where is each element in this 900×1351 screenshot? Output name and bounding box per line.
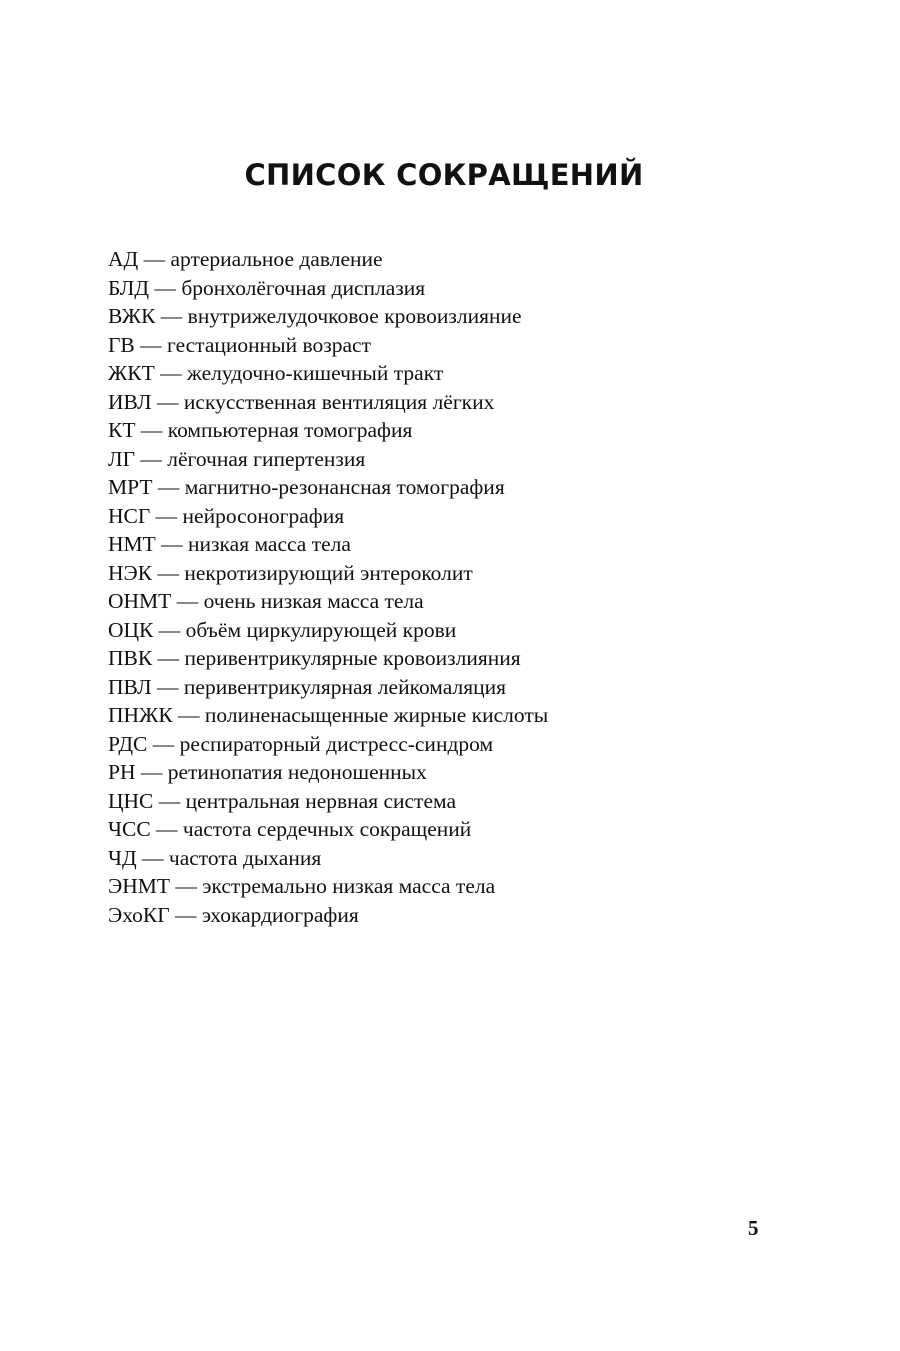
abbreviation-entry bbox=[108, 787, 548, 816]
em-dash-separator: — bbox=[172, 703, 205, 727]
abbreviation-term: ЭНМТ bbox=[108, 874, 170, 898]
abbreviation-term: ПВЛ bbox=[108, 674, 152, 699]
abbreviation-entry bbox=[108, 274, 548, 303]
abbreviation-entry bbox=[108, 416, 548, 445]
em-dash-separator: — bbox=[151, 674, 184, 699]
abbreviation-meaning: бронхолёгочная дисплазия bbox=[181, 275, 426, 300]
abbreviation-meaning: перивентрикулярная лейкомаляция bbox=[183, 674, 506, 699]
abbreviation-term: ЦНС bbox=[108, 788, 154, 813]
em-dash-separator: — bbox=[154, 361, 187, 385]
em-dash-separator: — bbox=[149, 275, 182, 300]
abbreviation-entry bbox=[108, 302, 548, 331]
abbreviation-meaning: экстремально низкая масса тела bbox=[202, 874, 496, 898]
abbreviation-meaning: очень низкая масса тела bbox=[203, 589, 424, 613]
abbreviation-entry bbox=[108, 901, 548, 930]
page-title: СПИСОК СОКРАЩЕНИЙ bbox=[244, 158, 644, 192]
em-dash-separator: — bbox=[169, 902, 202, 927]
abbreviation-meaning: внутрижелудочковое кровоизлияние bbox=[187, 304, 522, 328]
abbreviation-meaning: артериальное давление bbox=[170, 247, 383, 271]
abbreviation-meaning: низкая масса тела bbox=[188, 532, 351, 556]
abbreviation-meaning: искусственная вентиляция лёгких bbox=[183, 389, 495, 414]
abbreviation-term: ГВ bbox=[108, 332, 135, 357]
abbreviation-meaning: некротизирующий энтероколит bbox=[184, 560, 473, 585]
abbreviation-term: НМТ bbox=[108, 532, 156, 556]
abbreviation-term: ВЖК bbox=[108, 304, 156, 328]
abbreviation-meaning: респираторный дистресс-синдром bbox=[179, 731, 494, 756]
abbreviation-meaning: гестационный возраст bbox=[167, 332, 371, 357]
abbreviation-entry bbox=[108, 445, 548, 474]
abbreviation-entry bbox=[108, 331, 548, 360]
abbreviation-term: ЛГ bbox=[108, 446, 136, 471]
abbreviation-meaning: нейросонография bbox=[182, 503, 345, 528]
em-dash-separator: — bbox=[169, 874, 203, 898]
abbreviation-meaning: лёгочная гипертензия bbox=[167, 446, 366, 471]
abbreviation-entry bbox=[108, 815, 548, 844]
abbreviation-meaning: перивентрикулярные кровоизлияния bbox=[184, 646, 521, 670]
abbreviation-term: ОНМТ bbox=[108, 589, 172, 613]
em-dash-separator: — bbox=[136, 845, 169, 870]
page-number: 5 bbox=[748, 1216, 759, 1240]
abbreviation-entry bbox=[108, 502, 548, 531]
abbreviation-meaning: частота сердечных сокращений bbox=[182, 817, 472, 841]
abbreviation-entry bbox=[108, 844, 548, 873]
abbreviation-term: ПВК bbox=[108, 646, 153, 670]
abbreviation-entry bbox=[108, 359, 548, 388]
abbreviation-term: МРТ bbox=[108, 475, 153, 499]
abbreviation-meaning: полиненасыщенные жирные кислоты bbox=[204, 703, 549, 727]
em-dash-separator: — bbox=[147, 731, 180, 756]
abbreviation-term: РН bbox=[108, 760, 136, 784]
abbreviation-entry bbox=[108, 587, 548, 616]
abbreviation-entry bbox=[108, 245, 548, 274]
abbreviation-term: ИВЛ bbox=[108, 389, 152, 414]
em-dash-separator: — bbox=[153, 617, 186, 642]
abbreviation-entry bbox=[108, 530, 548, 559]
abbreviation-entry bbox=[108, 701, 548, 730]
abbreviation-list bbox=[108, 245, 548, 929]
abbreviation-term: БЛД bbox=[108, 275, 150, 300]
abbreviation-meaning: объём циркулирующей крови bbox=[185, 617, 457, 642]
abbreviation-meaning: эхокардиография bbox=[201, 902, 359, 927]
abbreviation-term: РДС bbox=[108, 731, 148, 756]
abbreviation-meaning: желудочно-кишечный тракт bbox=[187, 361, 444, 385]
em-dash-separator: — bbox=[152, 475, 185, 499]
abbreviation-meaning: ретинопатия недоношенных bbox=[167, 760, 427, 784]
em-dash-separator: — bbox=[138, 247, 171, 271]
em-dash-separator: — bbox=[134, 332, 168, 357]
abbreviation-entry bbox=[108, 673, 548, 702]
abbreviation-entry bbox=[108, 758, 548, 787]
abbreviation-entry bbox=[108, 644, 548, 673]
abbreviation-meaning: компьютерная томография bbox=[167, 418, 413, 442]
abbreviation-entry bbox=[108, 388, 548, 417]
abbreviation-term: ЭхоКГ bbox=[108, 902, 170, 927]
abbreviation-meaning: центральная нервная система bbox=[185, 788, 456, 813]
abbreviation-entry bbox=[108, 616, 548, 645]
abbreviation-meaning: магнитно-резонансная томография bbox=[184, 475, 505, 499]
em-dash-separator: — bbox=[155, 532, 189, 556]
abbreviation-entry bbox=[108, 473, 548, 502]
abbreviation-term: ПНЖК bbox=[108, 703, 173, 727]
abbreviation-entry bbox=[108, 872, 548, 901]
em-dash-separator: — bbox=[155, 304, 188, 328]
abbreviation-term: НЭК bbox=[108, 560, 153, 585]
abbreviation-term: ЧСС bbox=[108, 817, 151, 841]
abbreviation-meaning: частота дыхания bbox=[168, 845, 322, 870]
em-dash-separator: — bbox=[152, 560, 185, 585]
abbreviation-term: КТ bbox=[108, 418, 136, 442]
em-dash-separator: — bbox=[153, 788, 186, 813]
em-dash-separator: — bbox=[135, 760, 168, 784]
em-dash-separator: — bbox=[152, 646, 185, 670]
abbreviation-entry bbox=[108, 559, 548, 588]
abbreviation-term: ЧД bbox=[108, 845, 137, 870]
em-dash-separator: — bbox=[150, 817, 183, 841]
em-dash-separator: — bbox=[135, 418, 168, 442]
abbreviation-term: ОЦК bbox=[108, 617, 154, 642]
em-dash-separator: — bbox=[151, 389, 184, 414]
em-dash-separator: — bbox=[135, 446, 168, 471]
abbreviation-term: АД bbox=[108, 247, 139, 271]
abbreviation-term: ЖКТ bbox=[108, 361, 155, 385]
em-dash-separator: — bbox=[171, 589, 204, 613]
abbreviation-term: НСГ bbox=[108, 503, 151, 528]
em-dash-separator: — bbox=[150, 503, 183, 528]
abbreviation-entry bbox=[108, 730, 548, 759]
